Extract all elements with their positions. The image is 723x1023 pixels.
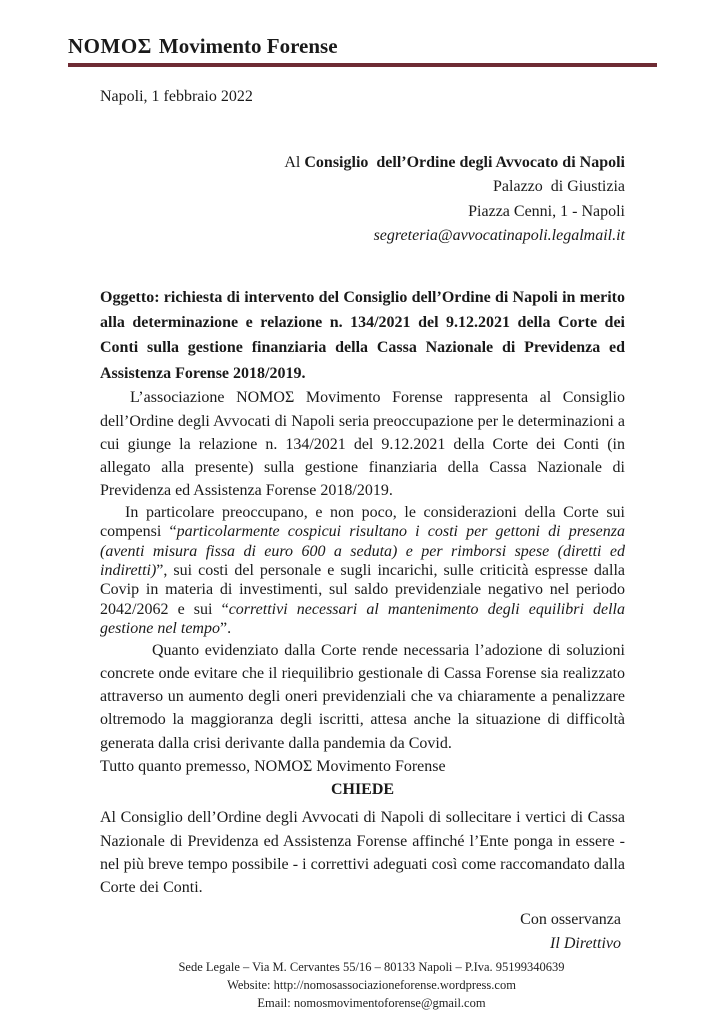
paragraph-2-run-3: ”. <box>219 620 232 638</box>
footer-address: Sede Legale – Via M. Cervantes 55/16 – 80133 Napoli – P.Iva. 95199340639 <box>178 960 565 974</box>
recipient-email: segreteria@avvocatinapoli.legalmail.it <box>373 227 625 245</box>
signature: Il Direttivo <box>550 934 621 952</box>
footer-website-label: Website: <box>227 978 274 992</box>
premise-line: Tutto quanto premesso, ΝΟΜΟΣ Movimento Forense <box>100 758 446 776</box>
paragraph-2-run-1: In particolare preoccupano, e non poco, le considerazioni della Corte sui compensi “ <box>100 503 625 541</box>
footer-website-url: http://nomosassociazioneforense.wordpress.com <box>273 978 516 992</box>
paragraph-1: L’associazione ΝΟΜΟΣ Movimento Forense rappresenta al Consiglio dell’Ordine degli Avvocati di Napoli seria preoccupazione per le determinazioni a cui giunge la relazione n. 134/2021 del 9.12.2021 della Corte dei Conti (in allegato alla presente) sulla gestione finanziaria della Cassa Nazionale di Previdenza ed Assistenza Forense 2018/2019. <box>100 389 625 500</box>
brand-name: Movimento Forense <box>158 34 338 58</box>
paragraph-2-quote-1: particolarmente cospicui risultano i costi per gettoni di presenza (aventi misura fissa di euro 600 a seduta) e per rimborsi spese (diretti ed indiretti) <box>100 523 625 579</box>
request-paragraph: Al Consiglio dell’Ordine degli Avvocati di Napoli di sollecitare i vertici di Cassa Nazionale di Previdenza ed Assistenza Forense affinché l’Ente ponga in essere - nel più breve tempo possibile - i correttivi adeguati così come raccomandato dalla Corte dei Conti. <box>100 809 625 897</box>
letter-body <box>100 86 625 956</box>
paragraph-3: Quanto evidenziato dalla Corte rende necessaria l’adozione di soluzioni concrete onde evitare che il riequilibrio gestionale di Cassa Forense sia realizzato attraverso un aumento degli oneri previdenziali che va chiaramente a penalizzare oltremodo la maggioranza degli iscritti, attesa anche la situazione di difficoltà generata dalla crisi derivante dalla pandemia da Covid. <box>100 641 625 752</box>
salutation: Con osservanza <box>520 910 621 928</box>
letterhead <box>68 34 338 59</box>
letterhead-rule <box>68 63 657 67</box>
chiede-heading: CHIEDE <box>330 781 395 799</box>
footer-email-label: Email: <box>257 996 294 1010</box>
footer-website <box>60 976 683 994</box>
footer-email <box>60 994 683 1012</box>
subject-line: Oggetto: richiesta di intervento del Consiglio dell’Ordine di Napoli in merito alla determinazione e relazione n. 134/2021 del 9.12.2021 della Corte dei Conti sulla gestione finanziaria della Cassa Nazionale di Previdenza ed Assistenza Forense 2018/2019. <box>100 288 625 382</box>
date-line: Napoli, 1 febbraio 2022 <box>100 88 253 105</box>
closing-block <box>100 908 625 956</box>
recipient-prefix: Al <box>284 154 305 171</box>
recipient-line-1 <box>100 151 625 175</box>
paragraph-2 <box>100 503 625 639</box>
recipient-line-3: Piazza Cenni, 1 - Napoli <box>468 202 625 220</box>
brand-greek-wordmark: ΝΟΜΟΣ <box>68 34 152 58</box>
recipient-name: Consiglio dell’Ordine degli Avvocato di Napoli <box>304 154 625 171</box>
paragraph-2-run-2: ”, sui costi del personale e sugli incarichi, sulle criticità espresse dalla Covip in materia di investimenti, sul saldo previdenziale negativo nel periodo 2042/2062 e sui “ <box>100 561 625 618</box>
footer-email-address: nomosmovimentoforense@gmail.com <box>293 996 486 1010</box>
paragraph-2-quote-2: correttivi necessari al mantenimento degli equilibri della gestione nel tempo <box>100 600 626 638</box>
page-footer <box>60 958 683 1012</box>
recipient-line-2: Palazzo di Giustizia <box>493 178 625 196</box>
recipient-block <box>100 151 625 249</box>
